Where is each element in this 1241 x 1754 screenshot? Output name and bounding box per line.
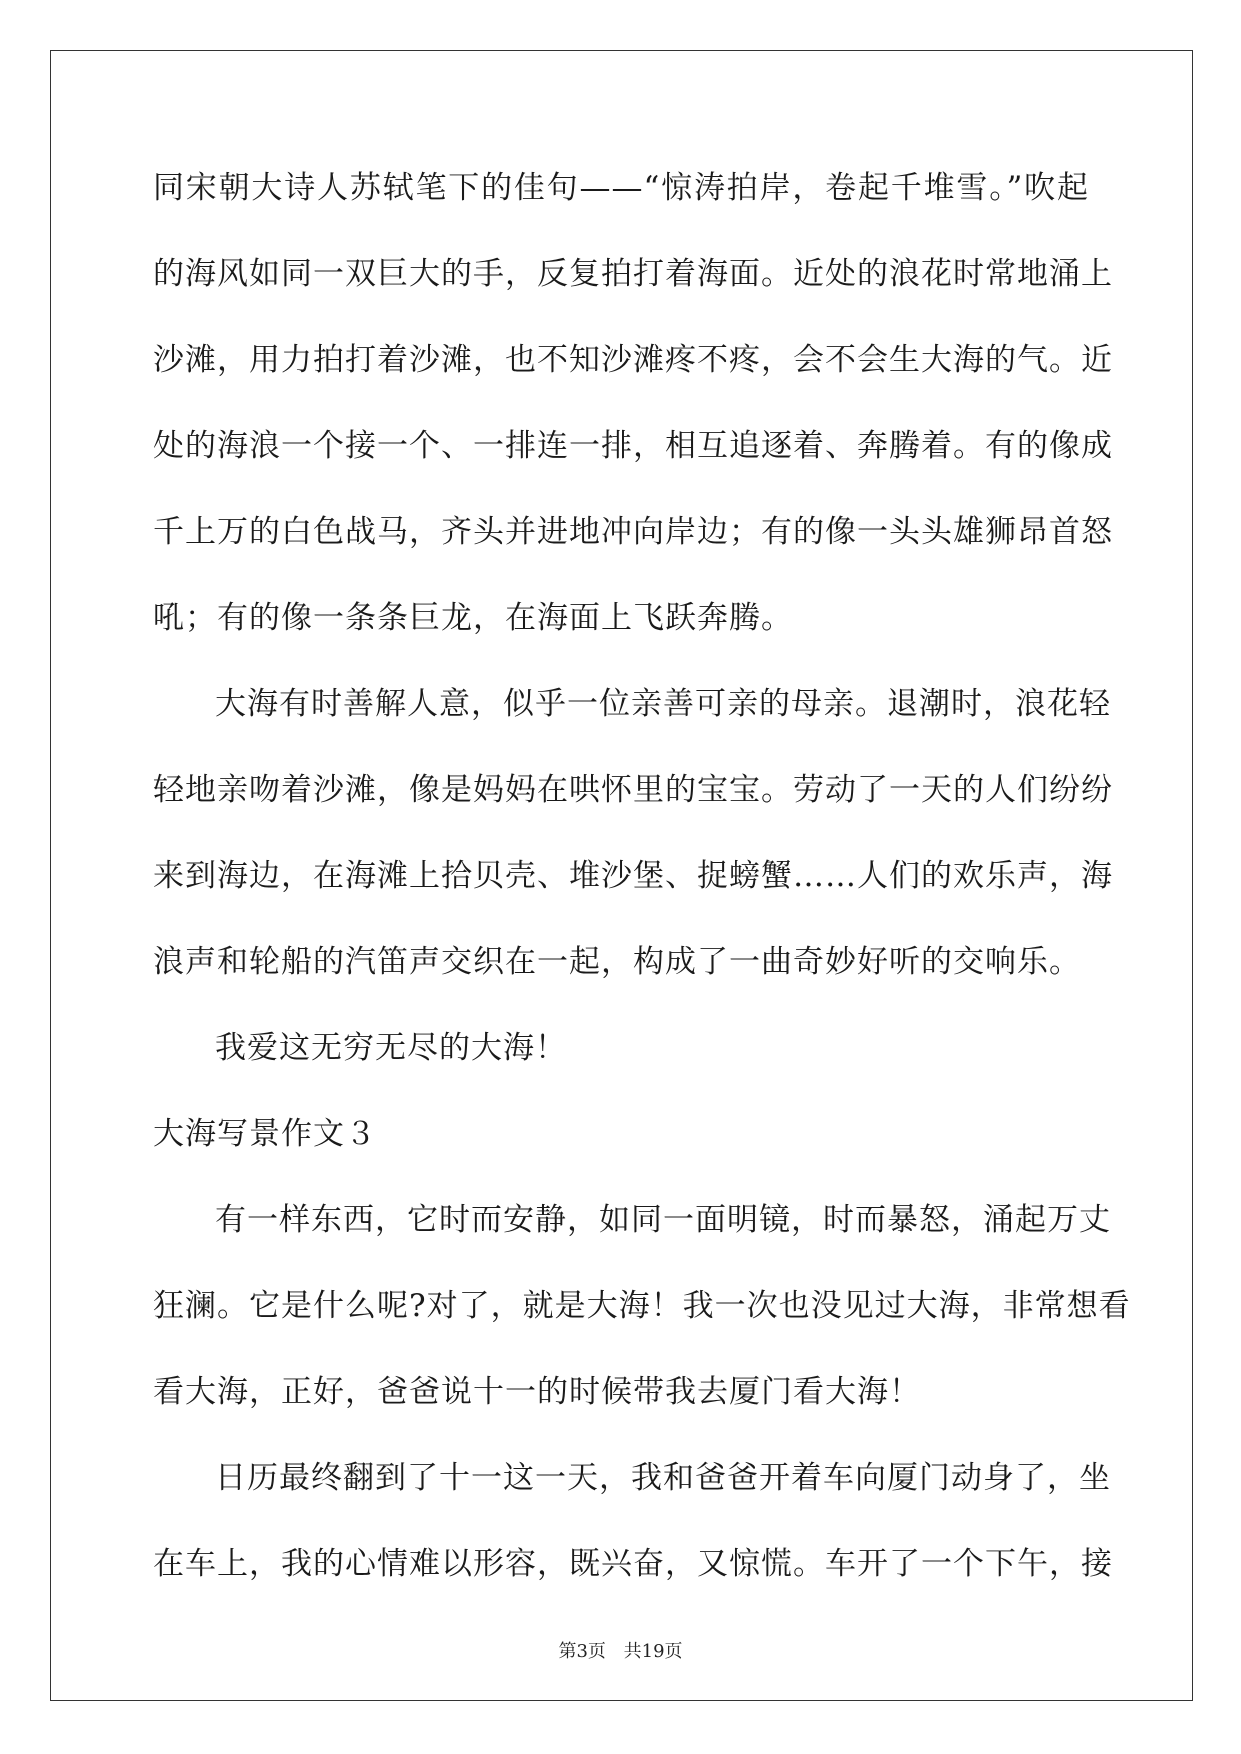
text-line: 吼；有的像一条条巨龙，在海面上飞跃奔腾。 xyxy=(153,600,793,636)
document-body xyxy=(153,160,1131,1622)
text-line: 轻地亲吻着沙滩，像是妈妈在哄怀里的宝宝。劳动了一天的人们纷纷 xyxy=(153,772,1113,808)
total-pages: 共19页 xyxy=(623,1641,683,1662)
text-line: 浪声和轮船的汽笛声交织在一起，构成了一曲奇妙好听的交响乐。 xyxy=(153,944,1081,980)
text-line: 在车上，我的心情难以形容，既兴奋，又惊慌。车开了一个下午，接 xyxy=(153,1546,1113,1582)
text-line: 来到海边，在海滩上拾贝壳、堆沙堡、捉螃蟹……人们的欢乐声，海 xyxy=(153,858,1113,894)
text-line: 沙滩，用力拍打着沙滩，也不知沙滩疼不疼，会不会生大海的气。近 xyxy=(153,342,1113,378)
current-page-number: 第3页 xyxy=(558,1641,606,1662)
text-line: 大海有时善解人意，似乎一位亲善可亲的母亲。退潮时，浪花轻 xyxy=(215,686,1111,722)
text-line: 处的海浪一个接一个、一排连一排，相互追逐着、奔腾着。有的像成 xyxy=(153,428,1113,464)
page-footer xyxy=(0,1637,1241,1663)
text-line: 有一样东西，它时而安静，如同一面明镜，时而暴怒，涌起万丈 xyxy=(215,1202,1111,1238)
text-line: 千上万的白色战马，齐头并进地冲向岸边；有的像一头头雄狮昂首怒 xyxy=(153,514,1113,550)
text-line: 我爱这无穷无尽的大海！ xyxy=(215,1030,567,1066)
text-line: 同宋朝大诗人苏轼笔下的佳句——“惊涛拍岸，卷起千堆雪。”吹起 xyxy=(153,170,1089,206)
text-line: 狂澜。它是什么呢?对了，就是大海！我一次也没见过大海，非常想看 xyxy=(153,1288,1131,1324)
section-heading: 大海写景作文３ xyxy=(153,1116,377,1152)
text-line: 看大海，正好，爸爸说十一的时候带我去厦门看大海！ xyxy=(153,1374,921,1410)
text-line: 的海风如同一双巨大的手，反复拍打着海面。近处的浪花时常地涌上 xyxy=(153,256,1113,292)
text-line: 日历最终翻到了十一这一天，我和爸爸开着车向厦门动身了，坐 xyxy=(215,1460,1111,1496)
